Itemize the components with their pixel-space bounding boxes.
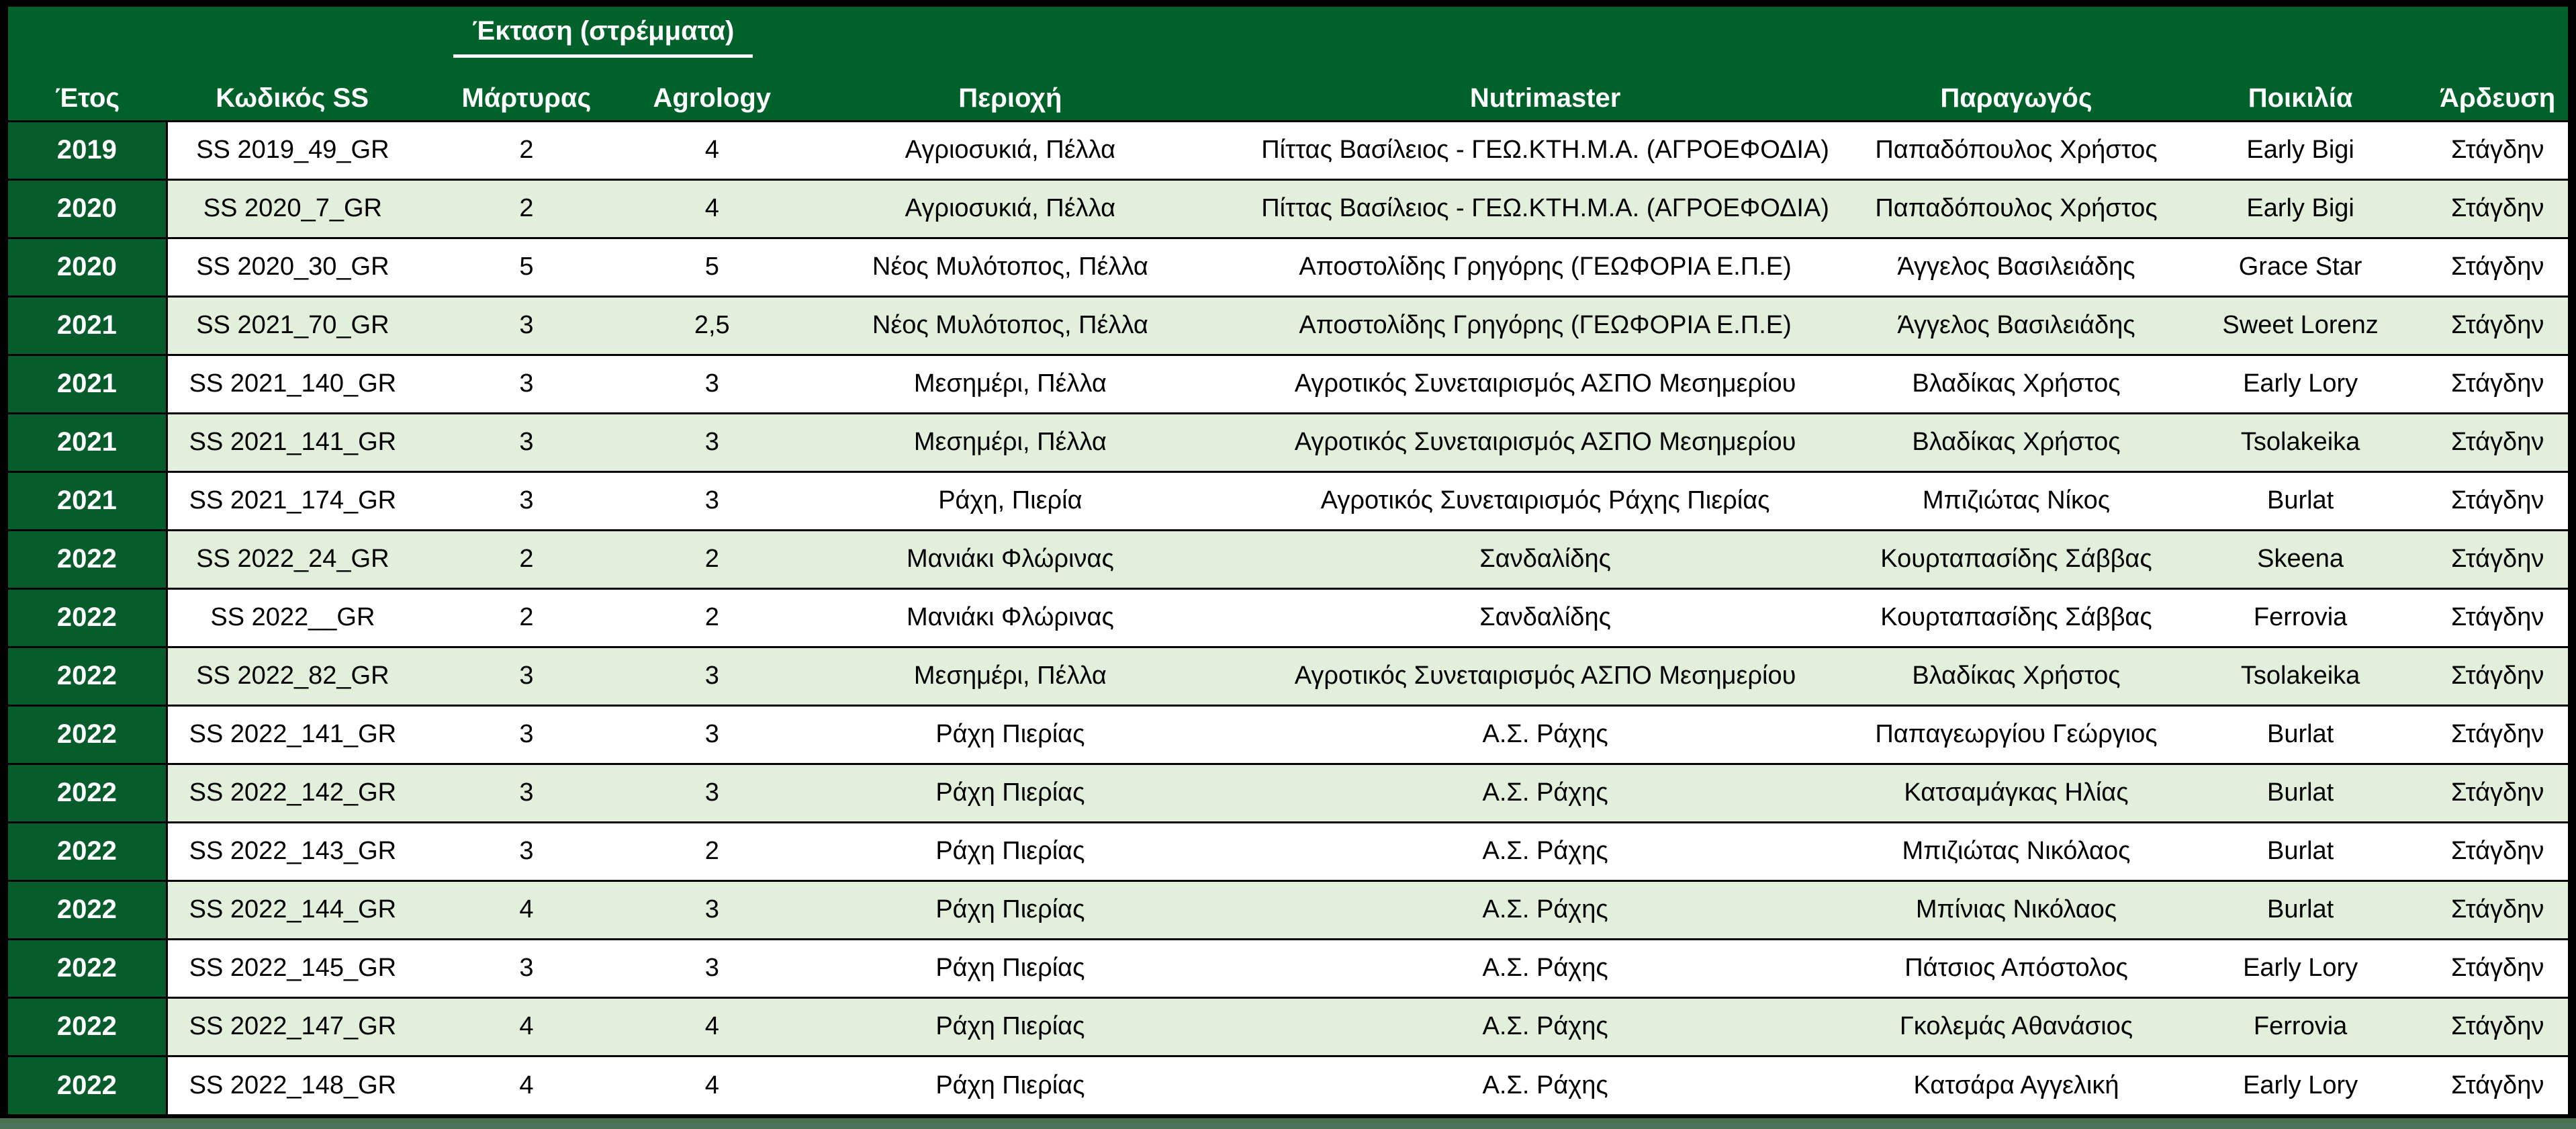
cell-region: Ράχη, Πιερία xyxy=(789,471,1232,530)
cell-irrigation: Στάγδην xyxy=(2427,822,2568,880)
cell-variety: Early Bigi xyxy=(2174,179,2427,238)
cell-code: SS 2020_7_GR xyxy=(167,179,418,238)
cell-region: Ράχη Πιερίας xyxy=(789,705,1232,764)
cell-agrology: 2 xyxy=(635,822,789,880)
table-row xyxy=(8,939,2568,997)
cell-martyras: 4 xyxy=(418,997,635,1056)
cell-region: Ράχη Πιερίας xyxy=(789,939,1232,997)
table-row xyxy=(8,413,2568,471)
cell-martyras: 2 xyxy=(418,179,635,238)
cell-variety: Grace Star xyxy=(2174,238,2427,296)
cell-region: Μανιάκι Φλώρινας xyxy=(789,588,1232,647)
cell-nutrimaster: Αποστολίδης Γρηγόρης (ΓΕΩΦΟΡΙΑ Ε.Π.Ε) xyxy=(1232,238,1859,296)
table-row xyxy=(8,822,2568,880)
table-row xyxy=(8,355,2568,413)
cell-variety: Tsolakeika xyxy=(2174,647,2427,705)
cell-variety: Burlat xyxy=(2174,822,2427,880)
cell-agrology: 3 xyxy=(635,647,789,705)
cell-agrology: 4 xyxy=(635,179,789,238)
cell-agrology: 3 xyxy=(635,939,789,997)
cell-martyras: 2 xyxy=(418,588,635,647)
cell-year: 2020 xyxy=(8,238,167,296)
cell-producer: Άγγελος Βασιλειάδης xyxy=(1859,238,2174,296)
cell-code: SS 2021_140_GR xyxy=(167,355,418,413)
cell-agrology: 3 xyxy=(635,880,789,939)
cell-producer: Κουρταπασίδης Σάββας xyxy=(1859,530,2174,588)
cell-producer: Βλαδίκας Χρήστος xyxy=(1859,413,2174,471)
table-row xyxy=(8,238,2568,296)
cell-martyras: 4 xyxy=(418,1056,635,1114)
cell-martyras: 3 xyxy=(418,822,635,880)
table-row xyxy=(8,179,2568,238)
cell-year: 2022 xyxy=(8,588,167,647)
table-row xyxy=(8,471,2568,530)
cell-variety: Burlat xyxy=(2174,471,2427,530)
cell-year: 2022 xyxy=(8,822,167,880)
cell-irrigation: Στάγδην xyxy=(2427,939,2568,997)
cell-region: Ράχη Πιερίας xyxy=(789,997,1232,1056)
cell-nutrimaster: Α.Σ. Ράχης xyxy=(1232,997,1859,1056)
cell-producer: Μπιζιώτας Νικόλαος xyxy=(1859,822,2174,880)
cell-nutrimaster: Α.Σ. Ράχης xyxy=(1232,939,1859,997)
cell-region: Νέος Μυλότοπος, Πέλλα xyxy=(789,296,1232,355)
cell-code: SS 2019_49_GR xyxy=(167,121,418,179)
table-header xyxy=(8,7,2568,121)
cell-agrology: 2 xyxy=(635,530,789,588)
table-row xyxy=(8,764,2568,822)
cell-agrology: 4 xyxy=(635,1056,789,1114)
cell-variety: Ferrovia xyxy=(2174,588,2427,647)
cell-year: 2022 xyxy=(8,880,167,939)
cell-producer: Κατσάρα Αγγελική xyxy=(1859,1056,2174,1114)
cell-region: Μεσημέρι, Πέλλα xyxy=(789,355,1232,413)
trials-table xyxy=(8,7,2568,1114)
cell-nutrimaster: Α.Σ. Ράχης xyxy=(1232,822,1859,880)
cell-region: Μεσημέρι, Πέλλα xyxy=(789,647,1232,705)
cell-producer: Κουρταπασίδης Σάββας xyxy=(1859,588,2174,647)
cell-irrigation: Στάγδην xyxy=(2427,355,2568,413)
cell-code: SS 2022_147_GR xyxy=(167,997,418,1056)
cell-region: Ράχη Πιερίας xyxy=(789,880,1232,939)
cell-producer: Γκολεμάς Αθανάσιος xyxy=(1859,997,2174,1056)
cell-nutrimaster: Αγροτικός Συνεταιρισμός ΑΣΠΟ Μεσημερίου xyxy=(1232,647,1859,705)
cell-code: SS 2022_148_GR xyxy=(167,1056,418,1114)
cell-year: 2022 xyxy=(8,647,167,705)
cell-martyras: 3 xyxy=(418,647,635,705)
cell-martyras: 3 xyxy=(418,939,635,997)
cell-nutrimaster: Αγροτικός Συνεταιρισμός Ράχης Πιερίας xyxy=(1232,471,1859,530)
cell-agrology: 3 xyxy=(635,471,789,530)
cell-year: 2022 xyxy=(8,939,167,997)
header-spacer-right xyxy=(789,7,2568,64)
cell-year: 2021 xyxy=(8,355,167,413)
cell-producer: Παπαδόπουλος Χρήστος xyxy=(1859,179,2174,238)
cell-nutrimaster: Α.Σ. Ράχης xyxy=(1232,764,1859,822)
cell-producer: Κατσαμάγκας Ηλίας xyxy=(1859,764,2174,822)
cell-code: SS 2022_24_GR xyxy=(167,530,418,588)
cell-producer: Βλαδίκας Χρήστος xyxy=(1859,647,2174,705)
cell-year: 2022 xyxy=(8,530,167,588)
cell-region: Ράχη Πιερίας xyxy=(789,764,1232,822)
cell-variety: Early Lory xyxy=(2174,355,2427,413)
cell-nutrimaster: Αγροτικός Συνεταιρισμός ΑΣΠΟ Μεσημερίου xyxy=(1232,413,1859,471)
cell-martyras: 3 xyxy=(418,355,635,413)
table-row xyxy=(8,1056,2568,1114)
cell-region: Μανιάκι Φλώρινας xyxy=(789,530,1232,588)
cell-variety: Early Lory xyxy=(2174,939,2427,997)
cell-region: Αγριοσυκιά, Πέλλα xyxy=(789,121,1232,179)
cell-irrigation: Στάγδην xyxy=(2427,413,2568,471)
cell-code: SS 2021_70_GR xyxy=(167,296,418,355)
col-header-variety: Ποικιλία xyxy=(2174,64,2427,121)
cell-agrology: 4 xyxy=(635,121,789,179)
cell-irrigation: Στάγδην xyxy=(2427,530,2568,588)
col-header-nutrimaster: Nutrimaster xyxy=(1232,64,1859,121)
cell-nutrimaster: Πίττας Βασίλειος - ΓΕΩ.ΚΤΗ.Μ.Α. (ΑΓΡΟΕΦΟΔΙΑ) xyxy=(1232,121,1859,179)
cell-martyras: 3 xyxy=(418,296,635,355)
cell-irrigation: Στάγδην xyxy=(2427,588,2568,647)
cell-martyras: 2 xyxy=(418,121,635,179)
header-spacer-left xyxy=(8,7,418,64)
cell-code: SS 2020_30_GR xyxy=(167,238,418,296)
cell-region: Ράχη Πιερίας xyxy=(789,1056,1232,1114)
cell-year: 2021 xyxy=(8,413,167,471)
cell-nutrimaster: Αγροτικός Συνεταιρισμός ΑΣΠΟ Μεσημερίου xyxy=(1232,355,1859,413)
cell-nutrimaster: Σανδαλίδης xyxy=(1232,530,1859,588)
cell-producer: Άγγελος Βασιλειάδης xyxy=(1859,296,2174,355)
col-header-agrology: Agrology xyxy=(635,64,789,121)
cell-region: Αγριοσυκιά, Πέλλα xyxy=(789,179,1232,238)
col-header-irrigation: Άρδευση xyxy=(2427,64,2568,121)
cell-variety: Burlat xyxy=(2174,880,2427,939)
cell-nutrimaster: Αποστολίδης Γρηγόρης (ΓΕΩΦΟΡΙΑ Ε.Π.Ε) xyxy=(1232,296,1859,355)
table-row xyxy=(8,296,2568,355)
cell-agrology: 5 xyxy=(635,238,789,296)
cell-irrigation: Στάγδην xyxy=(2427,296,2568,355)
cell-producer: Πάτσιος Απόστολος xyxy=(1859,939,2174,997)
cell-code: SS 2022_143_GR xyxy=(167,822,418,880)
cell-martyras: 2 xyxy=(418,530,635,588)
cell-code: SS 2021_174_GR xyxy=(167,471,418,530)
table-row xyxy=(8,588,2568,647)
cell-year: 2021 xyxy=(8,296,167,355)
cell-producer: Βλαδίκας Χρήστος xyxy=(1859,355,2174,413)
cell-irrigation: Στάγδην xyxy=(2427,997,2568,1056)
cell-agrology: 4 xyxy=(635,997,789,1056)
cell-nutrimaster: Α.Σ. Ράχης xyxy=(1232,705,1859,764)
area-group-label: Έκταση (στρέμματα) xyxy=(453,16,753,58)
col-header-producer: Παραγωγός xyxy=(1859,64,2174,121)
cell-code: SS 2022_145_GR xyxy=(167,939,418,997)
cell-year: 2019 xyxy=(8,121,167,179)
cell-agrology: 2,5 xyxy=(635,296,789,355)
cell-producer: Μπίνιας Νικόλαος xyxy=(1859,880,2174,939)
cell-irrigation: Στάγδην xyxy=(2427,705,2568,764)
table-row xyxy=(8,880,2568,939)
cell-variety: Ferrovia xyxy=(2174,997,2427,1056)
col-header-martyras: Μάρτυρας xyxy=(418,64,635,121)
cell-variety: Early Lory xyxy=(2174,1056,2427,1114)
cell-agrology: 3 xyxy=(635,355,789,413)
cell-variety: Skeena xyxy=(2174,530,2427,588)
cell-martyras: 5 xyxy=(418,238,635,296)
cell-agrology: 2 xyxy=(635,588,789,647)
cell-producer: Μπιζιώτας Νίκος xyxy=(1859,471,2174,530)
cell-variety: Tsolakeika xyxy=(2174,413,2427,471)
cell-agrology: 3 xyxy=(635,705,789,764)
cell-producer: Παπαγεωργίου Γεώργιος xyxy=(1859,705,2174,764)
table-body xyxy=(8,121,2568,1114)
col-header-region: Περιοχή xyxy=(789,64,1232,121)
cell-irrigation: Στάγδην xyxy=(2427,238,2568,296)
cell-irrigation: Στάγδην xyxy=(2427,880,2568,939)
cell-code: SS 2022__GR xyxy=(167,588,418,647)
cell-year: 2022 xyxy=(8,997,167,1056)
cell-martyras: 3 xyxy=(418,471,635,530)
cell-year: 2022 xyxy=(8,1056,167,1114)
table-row xyxy=(8,647,2568,705)
cell-producer: Παπαδόπουλος Χρήστος xyxy=(1859,121,2174,179)
cell-irrigation: Στάγδην xyxy=(2427,179,2568,238)
cell-year: 2021 xyxy=(8,471,167,530)
cell-variety: Burlat xyxy=(2174,764,2427,822)
cell-code: SS 2022_142_GR xyxy=(167,764,418,822)
cell-irrigation: Στάγδην xyxy=(2427,121,2568,179)
cell-irrigation: Στάγδην xyxy=(2427,1056,2568,1114)
cell-agrology: 3 xyxy=(635,413,789,471)
cell-year: 2022 xyxy=(8,764,167,822)
table-row xyxy=(8,705,2568,764)
cell-code: SS 2022_82_GR xyxy=(167,647,418,705)
cell-nutrimaster: Πίττας Βασίλειος - ΓΕΩ.ΚΤΗ.Μ.Α. (ΑΓΡΟΕΦΟΔΙΑ) xyxy=(1232,179,1859,238)
cell-martyras: 4 xyxy=(418,880,635,939)
col-header-year: Έτος xyxy=(8,64,167,121)
table-row xyxy=(8,530,2568,588)
header-group-area xyxy=(418,7,789,64)
cell-region: Μεσημέρι, Πέλλα xyxy=(789,413,1232,471)
cell-code: SS 2021_141_GR xyxy=(167,413,418,471)
cell-variety: Sweet Lorenz xyxy=(2174,296,2427,355)
cell-code: SS 2022_144_GR xyxy=(167,880,418,939)
cell-variety: Early Bigi xyxy=(2174,121,2427,179)
cell-martyras: 3 xyxy=(418,764,635,822)
cell-variety: Burlat xyxy=(2174,705,2427,764)
cell-irrigation: Στάγδην xyxy=(2427,471,2568,530)
table-row xyxy=(8,997,2568,1056)
cell-martyras: 3 xyxy=(418,413,635,471)
cell-code: SS 2022_141_GR xyxy=(167,705,418,764)
cell-martyras: 3 xyxy=(418,705,635,764)
header-labels-row xyxy=(8,64,2568,121)
col-header-code: Κωδικός SS xyxy=(167,64,418,121)
cell-year: 2020 xyxy=(8,179,167,238)
cell-nutrimaster: Α.Σ. Ράχης xyxy=(1232,1056,1859,1114)
table-row xyxy=(8,121,2568,179)
cell-agrology: 3 xyxy=(635,764,789,822)
cell-nutrimaster: Σανδαλίδης xyxy=(1232,588,1859,647)
cell-irrigation: Στάγδην xyxy=(2427,764,2568,822)
cell-irrigation: Στάγδην xyxy=(2427,647,2568,705)
header-group-row xyxy=(8,7,2568,64)
cell-year: 2022 xyxy=(8,705,167,764)
cell-nutrimaster: Α.Σ. Ράχης xyxy=(1232,880,1859,939)
cell-region: Νέος Μυλότοπος, Πέλλα xyxy=(789,238,1232,296)
cell-region: Ράχη Πιερίας xyxy=(789,822,1232,880)
